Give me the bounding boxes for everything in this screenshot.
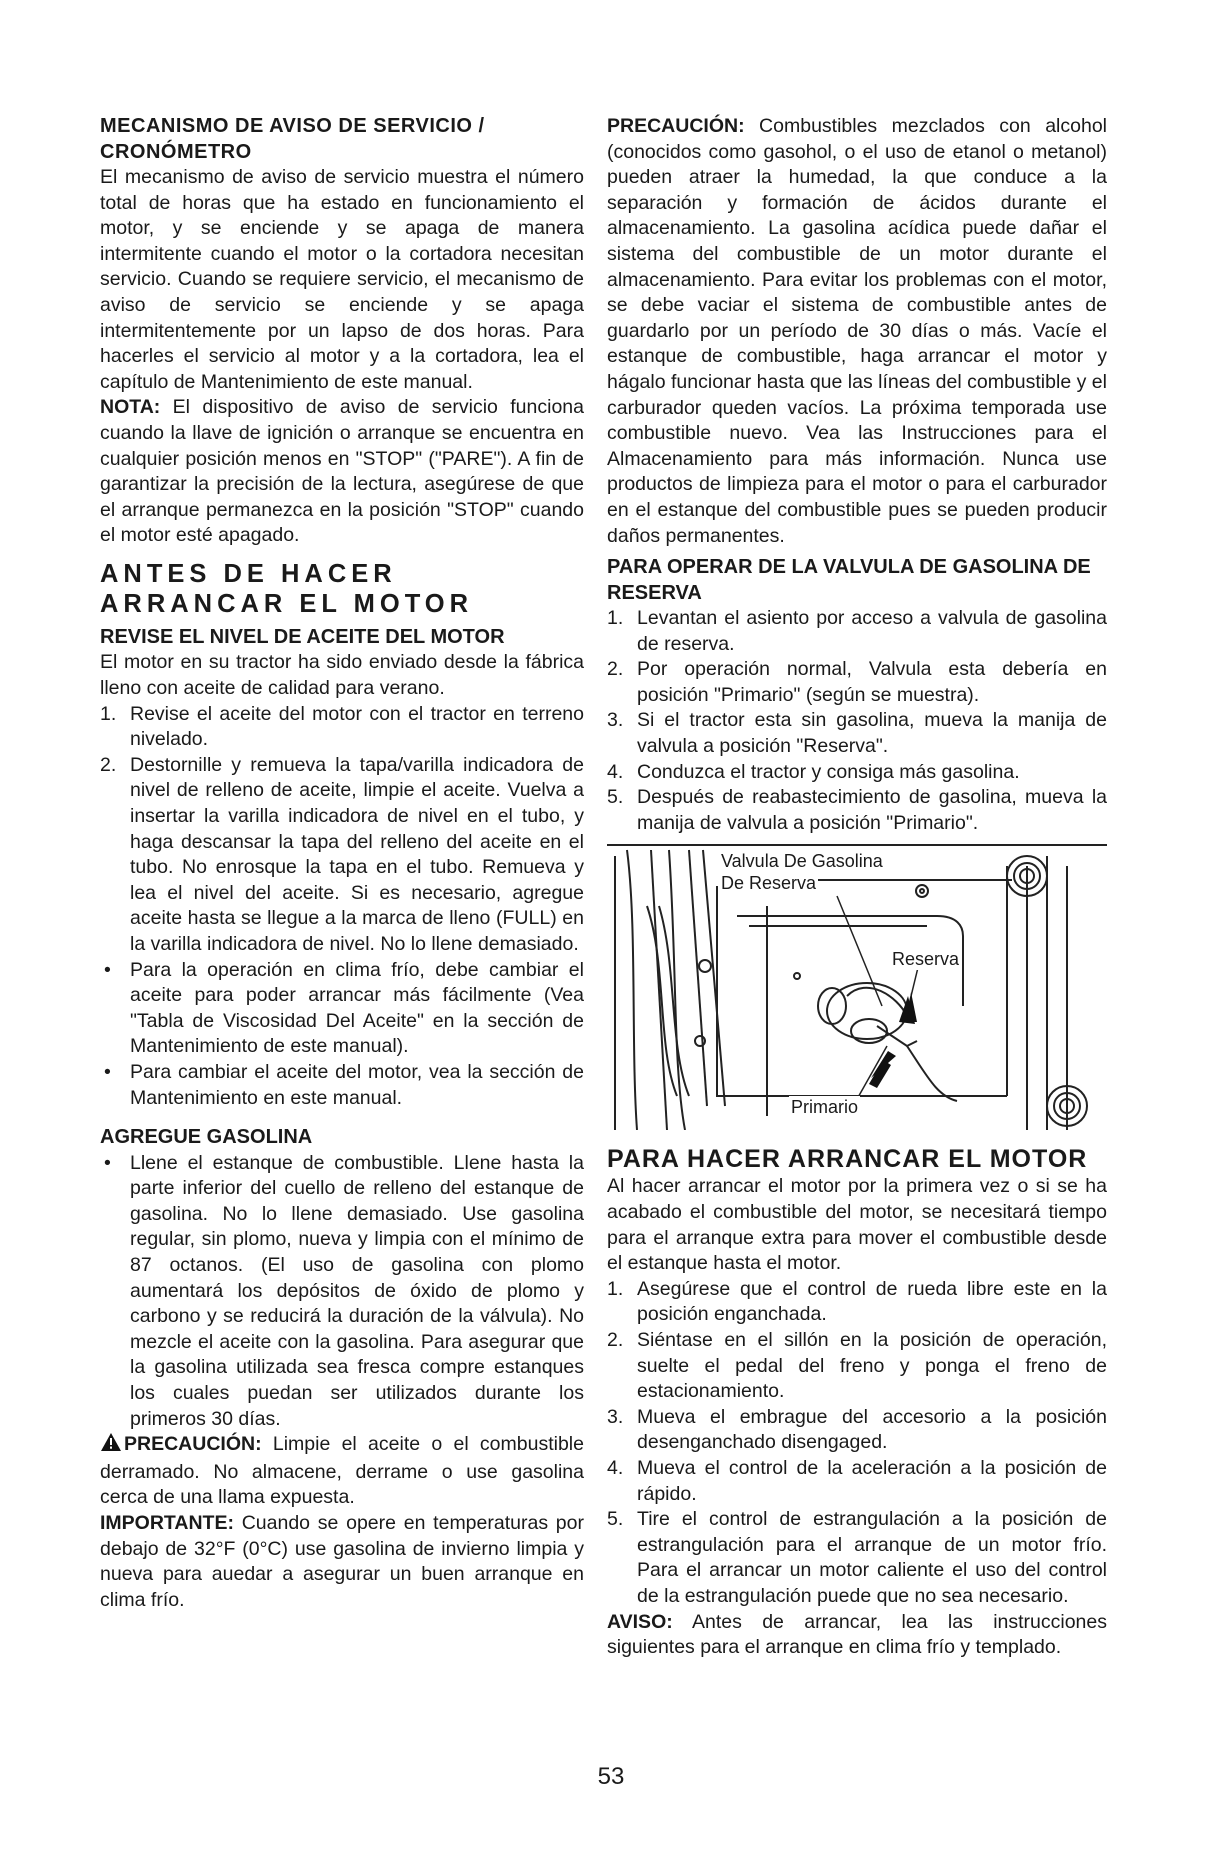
list-item-number: 4. (607, 760, 624, 783)
bullet: • (104, 958, 111, 981)
heading-before-start: ANTES DE HACER ARRANCAR EL MOTOR (100, 559, 474, 618)
list-item-text: Por operación normal, Valvula esta debería en posición "Primario" (según se muestra). (637, 658, 1107, 706)
notice-text: Antes de arrancar, lea las instrucciones siguientes para el arranque en clima frío y templado. (607, 1610, 1107, 1659)
list-item-text: Revise el aceite del motor con el tractor en terreno nivelado. (130, 702, 584, 751)
list-item (607, 606, 1107, 657)
heading-service-timer: MECANISMO DE AVISO DE SERVICIO / CRONÓMETRO (100, 115, 485, 163)
list-item (607, 708, 1107, 759)
important-label: IMPORTANTE: (100, 1511, 234, 1534)
list-item (607, 1405, 1107, 1456)
important-paragraph (100, 1511, 584, 1613)
list-item (100, 958, 584, 1060)
list-item-text: Destornille y remueva la tapa/varilla indicadora de nivel de relleno de aceite, limpie el aceite. Vuelva a insertar la varilla indicadora de nivel en el tubo, y haga descansar la tapa del relleno del aceite en el tubo. No enrosque la tapa en el tubo. Remueva y lea el nivel del aceite. Si es necesario, agregue aceite hasta se llegue a la marca de lleno (FULL) en la varilla indicadora de nivel. No lo llene demasiado. (130, 753, 584, 955)
list-item (100, 1151, 584, 1433)
left-column (100, 114, 584, 1613)
heading-reserve-valve: PARA OPERAR DE LA VALVULA DE GASOLINA DE RESERVA (607, 556, 1091, 604)
oil-steps-list (100, 702, 584, 958)
list-item (100, 1060, 584, 1111)
list-item-text: Si el tractor esta sin gasolina, mueva la manija de valvula a posición "Reserva". (637, 709, 1107, 758)
oil-bullets-list (100, 958, 584, 1112)
list-item (607, 1507, 1107, 1609)
list-item-number: 4. (607, 1456, 624, 1479)
reserve-valve-illustration (607, 844, 1107, 1130)
list-item-text: Llene el estanque de combustible. Llene hasta la parte inferior del cuello de relleno del estanque de gasolina. No lo llene demasiado. Use gasolina regular, sin plomo, nueva y limpia con el mínimo de 87 octanos. (El uso de gasolina con plomo aumentará los depósitos de óxido de plomo y carbono y se reducirá la duración de la válvula). No mezcle el aceite con la gasolina. Para asegurar que la gasolina utilizada sea fresca compre estanques los cuales puedan ser utilizados durante los primeros 30 días. (130, 1151, 584, 1430)
list-item-text: Para cambiar el aceite del motor, vea la sección de Mantenimiento en este manual. (130, 1060, 584, 1109)
label-valve-line2: De Reserva (721, 873, 817, 894)
list-item-number: 2. (100, 753, 117, 776)
list-item (607, 657, 1107, 708)
right-column (607, 114, 1107, 1661)
list-item-number: 5. (607, 786, 624, 809)
bullet: • (104, 1060, 111, 1083)
list-item (100, 702, 584, 753)
fuel-caution-paragraph (607, 114, 1107, 549)
heading-add-fuel: AGREGUE GASOLINA (100, 1126, 313, 1149)
list-item (100, 753, 584, 958)
note-text: El dispositivo de aviso de servicio funciona cuando la llave de ignición o arranque se encuentra en cualquier posición menos en "STOP" ("PARE"). A fin de garantizar la precisión de la lectura, asegúrese de que el arranque permanezca en la posición "STOP" cuando el motor esté apagado. (100, 396, 584, 547)
oil-intro-paragraph: El motor en su tractor ha sido enviado desde la fábrica lleno con aceite de calidad para verano. (100, 651, 584, 699)
notice-label: AVISO: (607, 1610, 673, 1633)
warning-triangle-icon (100, 1432, 122, 1460)
list-item-number: 1. (607, 607, 624, 630)
list-item (607, 1456, 1107, 1507)
heading-start-engine: PARA HACER ARRANCAR EL MOTOR (607, 1145, 1088, 1174)
list-item-number: 2. (607, 658, 624, 681)
start-intro-paragraph: Al hacer arrancar el motor por la primera vez o si se ha acabado el combustible del motor, se necesitará tiempo para el arranque extra para mover el combustible desde el estanque hasta el motor. (607, 1175, 1107, 1275)
list-item-number: 1. (100, 702, 117, 725)
fuel-bullets-list (100, 1151, 584, 1433)
valve-steps-list (607, 606, 1107, 836)
list-item (607, 760, 1107, 786)
start-steps-list (607, 1277, 1107, 1610)
bullet: • (104, 1151, 111, 1174)
list-item-number: 1. (607, 1277, 624, 1300)
caution-label: PRECAUCIÓN: (607, 115, 745, 137)
caution-label: PRECAUCIÓN: (124, 1433, 262, 1456)
label-primary: Primario (791, 1097, 859, 1118)
list-item-text: Asegúrese que el control de rueda libre este en la posición enganchada. (637, 1277, 1107, 1326)
list-item (607, 1277, 1107, 1328)
caution-paragraph (100, 1432, 584, 1511)
list-item-number: 3. (607, 1405, 624, 1428)
caution-text: Limpie el aceite o el combustible derramado. No almacene, derrame o use gasolina cerca de una llama expuesta. (100, 1433, 584, 1509)
notice-paragraph (607, 1610, 1107, 1661)
list-item-text: Siéntase en el sillón en la posición de operación, suelte el pedal del freno y ponga el freno de estacionamiento. (637, 1329, 1107, 1403)
list-item-text: Conduzca el tractor y consiga más gasolina. (637, 760, 1020, 783)
list-item-number: 3. (607, 709, 624, 732)
list-item (607, 1328, 1107, 1405)
important-text: Cuando se opere en temperaturas por debajo de 32°F (0°C) use gasolina de invierno limpia y nueva para auedar a asegurar un buen arranque en clima frío. (100, 1511, 584, 1611)
label-valve-line1: Valvula De Gasolina (721, 851, 883, 872)
list-item-number: 5. (607, 1508, 624, 1531)
valve-diagram (607, 846, 1107, 1130)
page-number: 53 (597, 1763, 625, 1790)
list-item-text: Tire el control de estrangulación a la posición de estrangulación para el arranque de un motor frío. Para el arrancar un motor caliente el uso del control de la estrangulación puede que no sea necesario. (637, 1508, 1107, 1607)
label-reserve: Reserva (892, 949, 960, 970)
caution-text: Combustibles mezclados con alcohol (conocidos como gasohol, o el uso de etanol o metanol) pueden atraer la humedad, la que conduce a la separación y formación de ácidos durante el almacenamiento. La gasolina acídica puede dañar el sistema del combustible de un motor durante el almacenamiento. Para evitar los problemas con el motor, se debe vaciar el sistema de combustible antes de guardarlo por un período de 30 días o más. Vacíe el estanque de combustible, haga arrancar el motor y hágalo funcionar hasta que las líneas del combustible y el carburador queden vacíos. La próxima temporada use combustible nuevo. Vea las Instrucciones para el Almacenamiento para más información. Nunca use productos de limpieza para el motor o para el carburador en el estanque del combustible pues se pueden producir daños permanentes. (607, 115, 1107, 547)
list-item-text: Para la operación en clima frío, debe cambiar el aceite para poder arrancar más fácilmente (Vea "Tabla de Viscosidad Del Aceite" en la sección de Mantenimiento de este manual). (130, 958, 584, 1058)
heading-check-oil: REVISE EL NIVEL DE ACEITE DEL MOTOR (100, 625, 505, 648)
note-paragraph (100, 395, 584, 549)
note-label: NOTA: (100, 396, 161, 419)
list-item-text: Levantan el asiento por acceso a valvula de gasolina de reserva. (637, 607, 1107, 655)
list-item-number: 2. (607, 1329, 624, 1351)
list-item (607, 785, 1107, 836)
list-item-text: Después de reabastecimiento de gasolina, mueva la manija de valvula a posición "Primario". (637, 786, 1107, 834)
list-item-text: Mueva el embrague del accesorio a la posición desenganchado disengaged. (637, 1405, 1107, 1454)
service-timer-paragraph: El mecanismo de aviso de servicio muestra el número total de horas que ha estado en funcionamiento el motor, y se enciende y se apaga de manera intermitente cuando el motor o la cortadora necesitan servicio. Cuando se requiere servicio, el mecanismo de aviso de servicio se enciende y se apaga intermitentemente por un lapso de dos horas. Para hacerles el servicio al motor y a la cortadora, lea el capítulo de Mantenimiento de este manual. (100, 166, 584, 393)
list-item-text: Mueva el control de la aceleración a la posición de rápido. (637, 1456, 1107, 1505)
